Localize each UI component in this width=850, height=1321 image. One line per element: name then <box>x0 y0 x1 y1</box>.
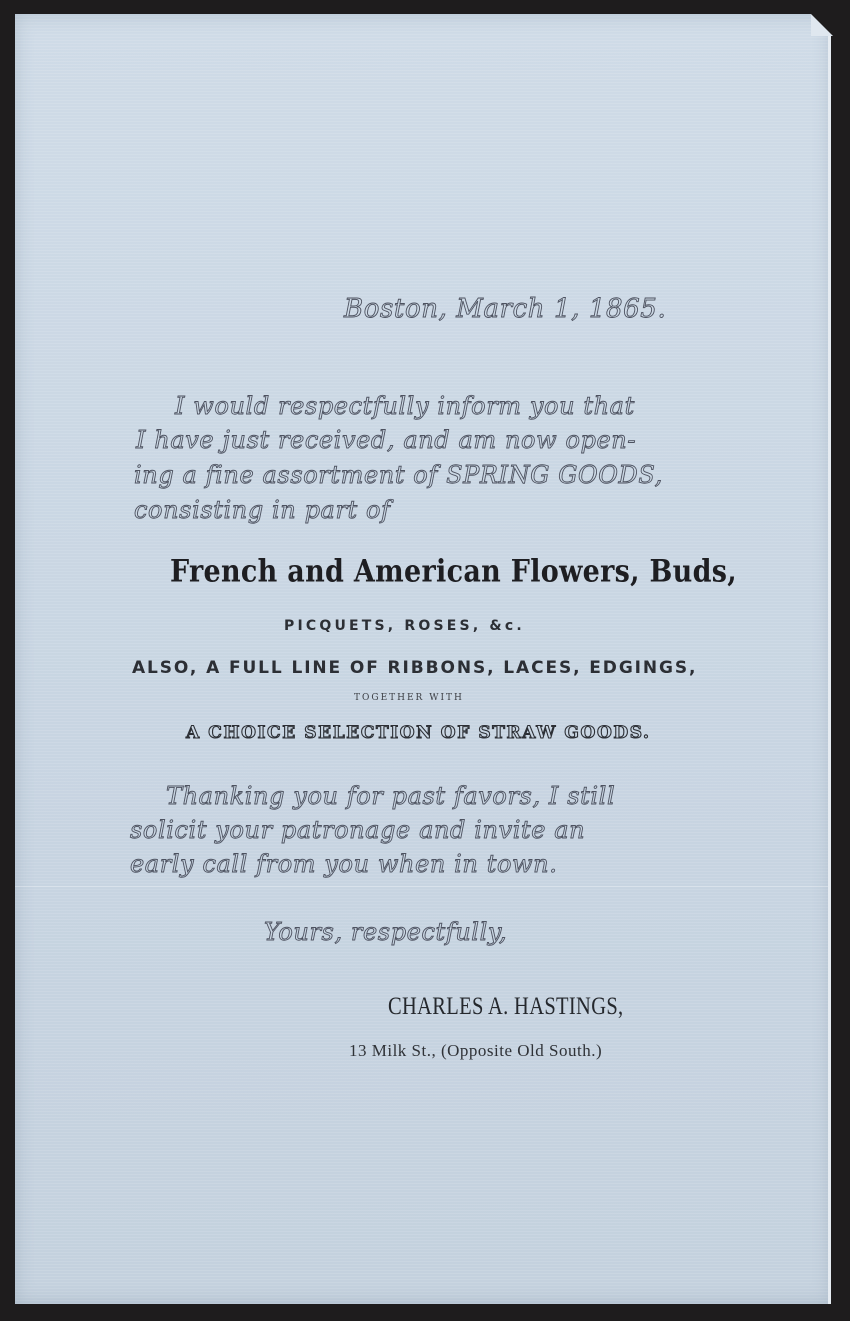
closing-line-3: early call from you when in town. <box>130 850 558 878</box>
signature-name: CHARLES A. HASTINGS, <box>388 993 624 1020</box>
closing-line-1: Thanking you for past favors, I still <box>166 782 616 810</box>
together-with: TOGETHER WITH <box>354 693 464 703</box>
closing-line-2: solicit your patronage and invite an <box>130 816 586 844</box>
paper-edge <box>828 34 831 1304</box>
fold-crease <box>15 886 831 887</box>
opening-line-1: I would respectfully inform you that <box>175 392 635 420</box>
opening-line-4: consisting in part of <box>134 496 391 524</box>
subline-picquets: PICQUETS, ROSES, &c. <box>284 618 525 634</box>
signature-address: 13 Milk St., (Opposite Old South.) <box>349 1041 603 1060</box>
date-line: Boston, March 1, 1865. <box>344 294 667 324</box>
headline-flowers: French and American Flowers, Buds, <box>170 553 737 590</box>
straw-goods-line: A CHOICE SELECTION OF STRAW GOODS. <box>186 723 651 743</box>
subline-ribbons: ALSO, A FULL LINE OF RIBBONS, LACES, EDGINGS, <box>132 658 698 678</box>
dog-ear-corner <box>811 14 833 36</box>
opening-line-2: I have just received, and am now open- <box>136 426 637 454</box>
opening-line-3: ing a fine assortment of SPRING GOODS, <box>134 461 663 489</box>
salutation: Yours, respectfully, <box>264 918 508 946</box>
